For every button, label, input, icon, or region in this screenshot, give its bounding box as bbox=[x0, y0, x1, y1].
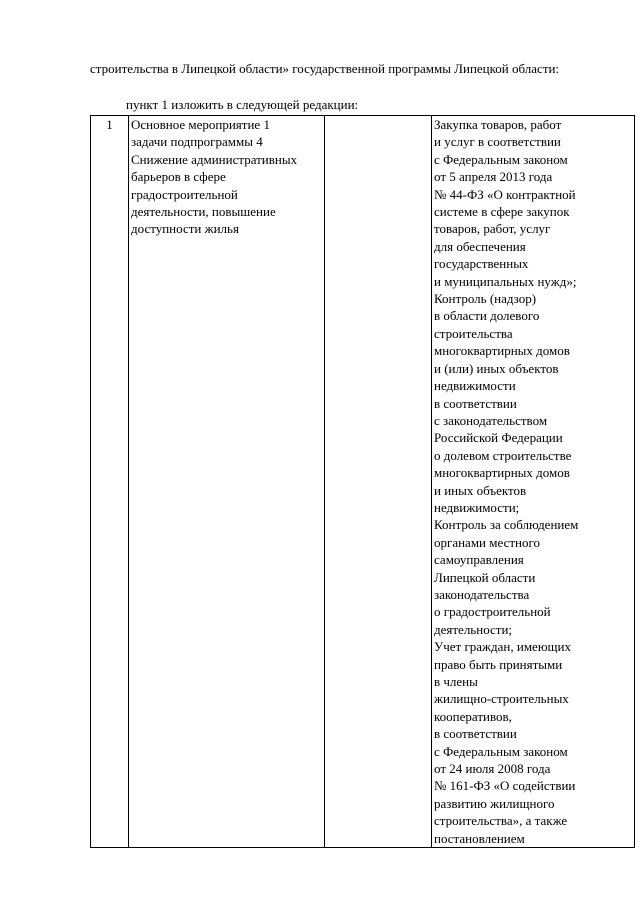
text-line: недвижимости; bbox=[434, 499, 520, 515]
text-line: недвижимости bbox=[434, 378, 516, 394]
text-line: органами местного bbox=[434, 534, 540, 550]
text-line: и муниципальных нужд»; bbox=[434, 273, 577, 289]
text-line: Российской Федерации bbox=[434, 430, 563, 446]
text-line: от 5 апреля 2013 года bbox=[434, 169, 553, 185]
text-line: Основное мероприятие 1 bbox=[131, 117, 270, 132]
measure-content-text bbox=[434, 116, 632, 847]
measure-name-text bbox=[131, 116, 322, 238]
text-line: строительства bbox=[434, 325, 513, 341]
measure-content-cell bbox=[432, 116, 635, 848]
text-line: Контроль за соблюдением bbox=[434, 517, 579, 533]
text-line: многоквартирных домов bbox=[434, 343, 570, 359]
text-line: системе в сфере закупок bbox=[434, 204, 570, 220]
intro-instruction: пункт 1 изложить в следующей редакции: bbox=[126, 97, 359, 112]
text-line: жилищно-строительных bbox=[434, 691, 569, 707]
text-line: в соответствии bbox=[434, 395, 517, 411]
text-line: градостроительной bbox=[131, 186, 238, 202]
table-row bbox=[91, 116, 635, 848]
text-line: кооперативов, bbox=[434, 708, 512, 724]
text-line: от 24 июля 2008 года bbox=[434, 761, 551, 777]
text-line: барьеров в сфере bbox=[131, 169, 226, 185]
row-number-cell bbox=[91, 116, 129, 848]
text-line: Закупка товаров, работ bbox=[434, 117, 562, 132]
measures-table bbox=[90, 115, 635, 848]
text-line: строительства», а также bbox=[434, 813, 568, 829]
text-line: и услуг в соответствии bbox=[434, 134, 561, 150]
text-line: деятельности, повышение bbox=[131, 204, 276, 220]
text-line: развитию жилищного bbox=[434, 795, 555, 811]
text-line: Снижение административных bbox=[131, 151, 298, 167]
text-line: с законодательством bbox=[434, 412, 548, 428]
text-line: о долевом строительстве bbox=[434, 447, 572, 463]
row-number: 1 bbox=[106, 117, 113, 132]
intro-paragraph: строительства в Липецкой области» государственной программы Липецкой области: bbox=[90, 61, 560, 76]
text-line: о градостроительной bbox=[434, 604, 551, 620]
text-line: № 44-ФЗ «О контрактной bbox=[434, 186, 576, 202]
text-line: в члены bbox=[434, 674, 478, 689]
text-line: в соответствии bbox=[434, 726, 517, 742]
text-line: Учет граждан, имеющих bbox=[434, 639, 572, 655]
text-line: и (или) иных объектов bbox=[434, 360, 559, 376]
text-line: многоквартирных домов bbox=[434, 465, 570, 481]
text-line: государственных bbox=[434, 256, 529, 272]
text-line: законодательства bbox=[434, 586, 530, 602]
text-line: постановлением bbox=[434, 830, 525, 846]
text-line: доступности жилья bbox=[131, 221, 239, 237]
text-line: самоуправления bbox=[434, 552, 524, 568]
text-line: для обеспечения bbox=[434, 238, 526, 254]
text-line: Липецкой области bbox=[434, 569, 536, 585]
text-line: № 161-ФЗ «О содействии bbox=[434, 778, 576, 794]
text-line: право быть принятыми bbox=[434, 656, 563, 672]
text-line: и иных объектов bbox=[434, 482, 527, 498]
text-line: с Федеральным законом bbox=[434, 743, 568, 759]
text-line: товаров, работ, услуг bbox=[434, 221, 551, 237]
measure-name-cell bbox=[129, 116, 325, 848]
text-line: с Федеральным законом bbox=[434, 151, 568, 167]
text-line: Контроль (надзор) bbox=[434, 291, 537, 307]
text-line: задачи подпрограммы 4 bbox=[131, 134, 263, 150]
text-line: деятельности; bbox=[434, 621, 513, 637]
empty-cell bbox=[325, 116, 432, 848]
text-line: в области долевого bbox=[434, 308, 540, 324]
